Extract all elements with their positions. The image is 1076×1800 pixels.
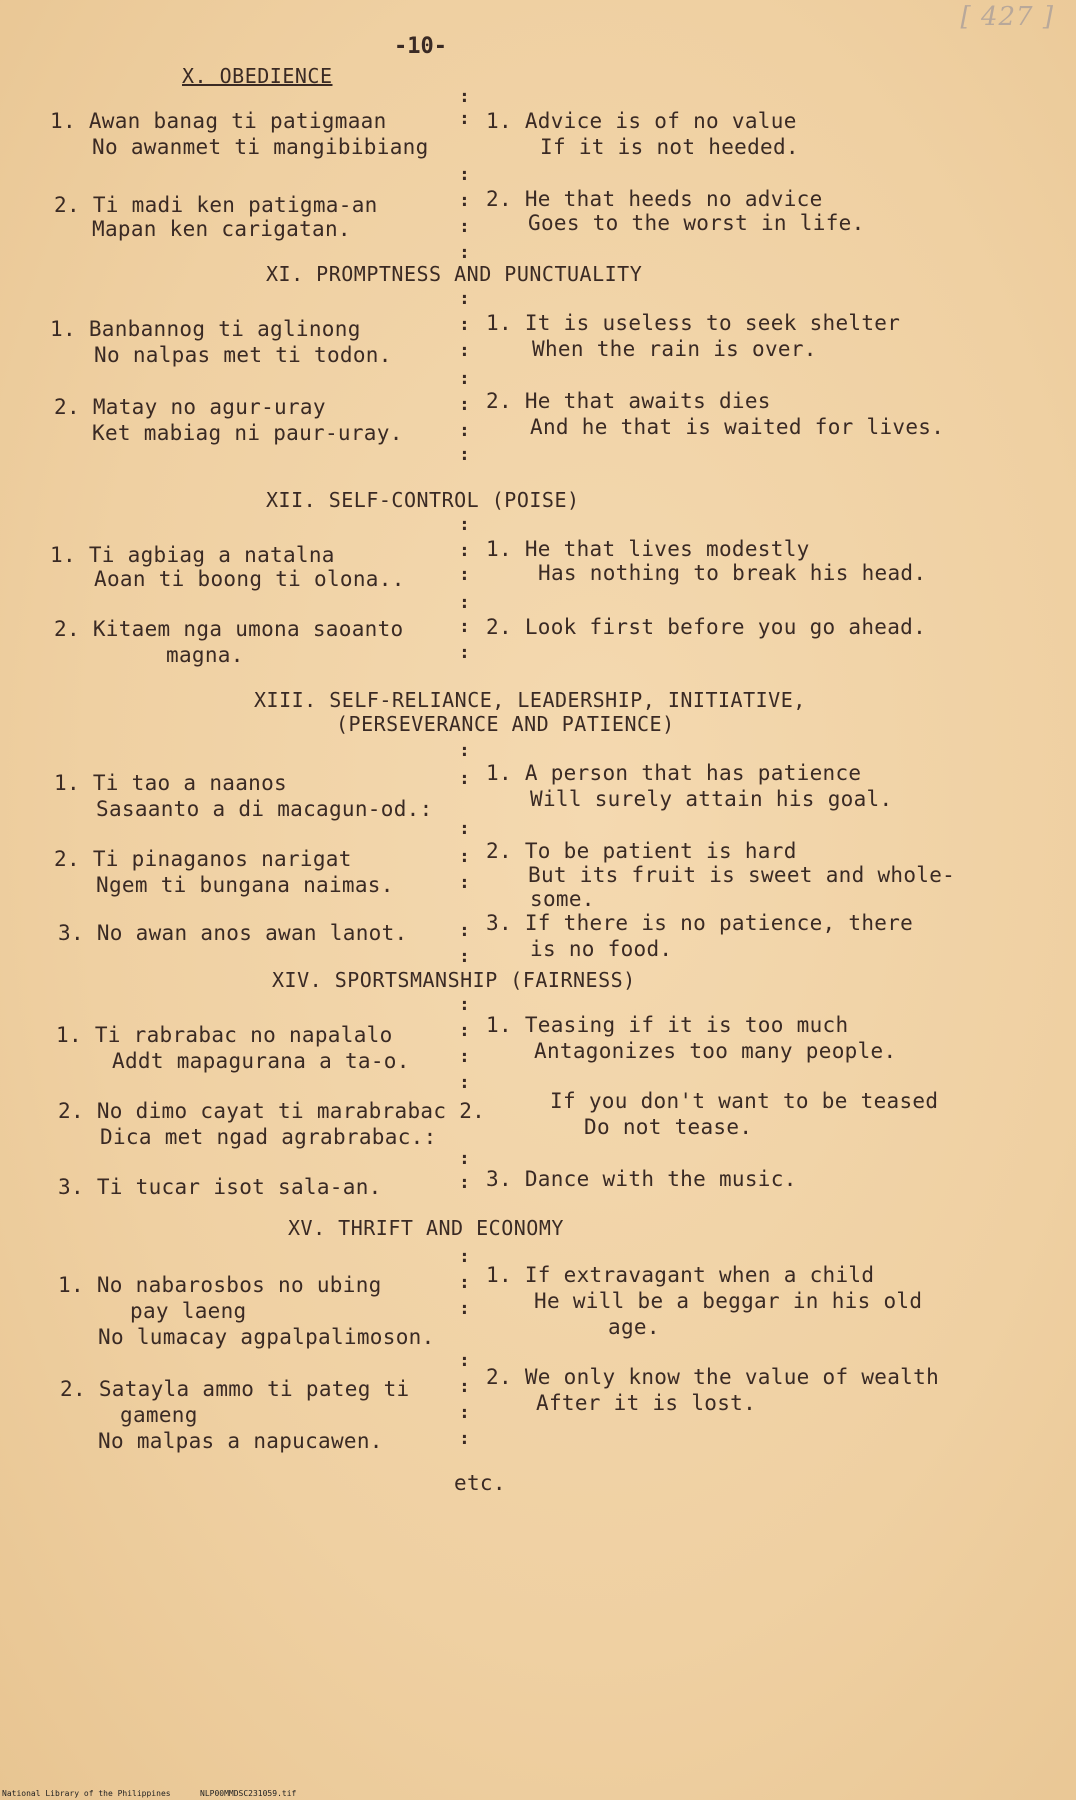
proverb-english-line: And he that is waited for lives.	[530, 415, 945, 439]
proverb-english-line: 1. He that lives modestly	[486, 537, 810, 561]
proverb-native-line: 1. No nabarosbos no ubing	[58, 1273, 382, 1297]
proverb-native-line: Ngem ti bungana naimas.	[96, 873, 394, 897]
proverb-english-line: 2. He that awaits dies	[486, 389, 771, 413]
proverb-english-line: 1. A person that has patience	[486, 761, 862, 785]
proverb-native-line: 2. Ti pinaganos narigat	[54, 847, 352, 871]
proverb-english-line: When the rain is over.	[532, 337, 817, 361]
proverb-english-line: 3. Dance with the music.	[486, 1167, 797, 1191]
proverb-english-line: 1. It is useless to seek shelter	[486, 311, 901, 335]
section-heading: XV. THRIFT AND ECONOMY	[288, 1216, 564, 1240]
proverb-native-line: 2. Kitaem nga umona saoanto	[54, 617, 404, 641]
section-heading: X. OBEDIENCE	[182, 64, 333, 88]
proverb-native-line: 3. No awan anos awan lanot.	[58, 921, 408, 945]
proverb-english-line: 3. If there is no patience, there	[486, 911, 914, 935]
proverb-native-line: Mapan ken carigatan.	[92, 217, 351, 241]
proverb-english-line: Will surely attain his goal.	[530, 787, 893, 811]
proverb-native-line: 3. Ti tucar isot sala-an.	[58, 1175, 382, 1199]
proverb-english-line: He will be a beggar in his old	[534, 1289, 923, 1313]
proverb-english-line: 2. Look first before you go ahead.	[486, 615, 927, 639]
section-heading: XIII. SELF-RELIANCE, LEADERSHIP, INITIATIVE,	[254, 688, 806, 712]
proverb-native-line: 2. Ti madi ken patigma-an	[54, 193, 378, 217]
proverb-native-line: 2. Matay no agur-uray	[54, 395, 326, 419]
footer-library-name: National Library of the Philippines	[2, 1789, 171, 1798]
archive-reference-mark: [ 427 ]	[960, 2, 1054, 32]
proverb-english-line: After it is lost.	[536, 1391, 757, 1415]
proverb-native-line: 1. Banbannog ti aglinong	[50, 317, 361, 341]
proverb-native-line: 1. Ti tao a naanos	[54, 771, 287, 795]
proverb-native-line: No awanmet ti mangibibiang	[92, 135, 429, 159]
proverb-english-line: age.	[608, 1315, 660, 1339]
section-heading: XIV. SPORTSMANSHIP (FAIRNESS)	[272, 968, 636, 992]
proverb-english-line: If it is not heeded.	[540, 135, 799, 159]
proverb-native-line: Dica met ngad agrabrabac.:	[100, 1125, 437, 1149]
proverb-native-line: Sasaanto a di macagun-od.:	[96, 797, 433, 821]
proverb-native-line: gameng	[120, 1403, 198, 1427]
proverb-native-line: magna.	[166, 643, 244, 667]
proverb-native-line: Addt mapagurana a ta-o.	[112, 1049, 410, 1073]
proverb-native-line: 1. Ti agbiag a natalna	[50, 543, 335, 567]
proverb-english-line: is no food.	[530, 937, 673, 961]
proverb-english-line: some.	[530, 887, 595, 911]
proverb-english-line: 1. If extravagant when a child	[486, 1263, 875, 1287]
proverb-native-line: pay laeng	[130, 1299, 247, 1323]
proverb-english-line: Goes to the worst in life.	[528, 211, 865, 235]
proverb-english-line: Antagonizes too many people.	[534, 1039, 897, 1063]
proverb-english-line: 2. We only know the value of wealth	[486, 1365, 940, 1389]
proverb-native-line: 1. Awan banag ti patigmaan	[50, 109, 387, 133]
proverb-english-line: 2. To be patient is hard	[486, 839, 797, 863]
page-number: -10-	[394, 34, 447, 59]
proverb-native-line: Ket mabiag ni paur-uray.	[92, 421, 403, 445]
proverb-native-line: No nalpas met ti todon.	[94, 343, 392, 367]
proverb-native-line: 1. Ti rabrabac no napalalo	[56, 1023, 393, 1047]
proverb-english-line: Has nothing to break his head.	[538, 561, 927, 585]
proverb-english-line: 1. Teasing if it is too much	[486, 1013, 849, 1037]
proverb-native-line: No malpas a napucawen.	[98, 1429, 383, 1453]
proverb-english-line: 1. Advice is of no value	[486, 109, 797, 133]
proverb-native-line: Aoan ti boong ti olona..	[94, 567, 405, 591]
proverb-native-line: 2. Satayla ammo ti pateg ti	[60, 1377, 410, 1401]
document-page: [ 427 ] -10- X. OBEDIENCE 1. Awan banag ti patigmaan No awanmet ti mangibibiang 1. Advice is of no value If it is not heeded. 2. Ti madi ken patigma-an Mapan ken carigatan. 2. He that heeds no advice Goes to the worst in life. XI. PROMPTNESS AND PUNCTUALITY 1. Banbannog ti aglinong No nalpas met ti todon. 1. It is useless to seek shelter When the rain is over. 2. Matay no agur-uray Ket mabiag ni paur-uray. 2. He that awaits dies And he that is waited for lives. XII. SELF-CONTROL (POISE) 1. Ti agbiag a natalna Aoan ti boong ti olona.. 1. He that lives modestly Has nothing to break his head. 2. Kitaem nga umona saoanto magna. 2. Look first before you go ahead. XIII. SELF-RELIANCE, LEADERSHIP, INITIATIVE, (PERSEVERANCE AND PATIENCE) 1. Ti tao a naanos Sasaanto a di macagun-od.: 1. A person that has patience Will surely attain his goal. 2. Ti pinaganos narigat Ngem ti bungana naimas. 2. To be patient is hard But its fruit is sweet and whole- some. 3. No awan anos awan lanot. 3. If there is no patience, there is no food. XIV. SPORTSMANSHIP (FAIRNESS) 1. Ti rabrabac no napalalo Addt mapagurana a ta-o. 1. Teasing if it is too much Antagonizes too many people. 2. No dimo cayat ti marabrabac 2. Dica met ngad agrabrabac.: If you don't want to be teased Do not tease. 3. Ti tucar isot sala-an. 3. Dance with the music. XV. THRIFT AND ECONOMY 1. No nabarosbos no ubing pay laeng No lumacay agpalpalimoson. 1. If extravagant when a child He will be a beggar in his old age. 2. Satayla ammo ti pateg ti gameng No malpas a napucawen. 2. We only know the value of wealth After it is lost. etc. : : : : : : : : : : : : : : : : : : : : : : : : : : : : : : : : : : : : : : : National Library of the Philippines NLP00MMDSC231059.tif	[0, 0, 1076, 1800]
proverb-english-line: But its fruit is sweet and whole-	[528, 863, 956, 887]
proverb-english-line: If you don't want to be teased	[550, 1089, 939, 1113]
proverb-english-line: 2. He that heeds no advice	[486, 187, 823, 211]
proverb-native-line: 2. No dimo cayat ti marabrabac 2.	[58, 1099, 486, 1123]
section-heading: XII. SELF-CONTROL (POISE)	[266, 488, 580, 512]
proverb-native-line: No lumacay agpalpalimoson.	[98, 1325, 435, 1349]
section-subheading: (PERSEVERANCE AND PATIENCE)	[336, 712, 675, 736]
footer-file-name: NLP00MMDSC231059.tif	[200, 1789, 297, 1798]
proverb-english-line: Do not tease.	[584, 1115, 753, 1139]
closing-etc: etc.	[454, 1471, 506, 1495]
section-heading: XI. PROMPTNESS AND PUNCTUALITY	[266, 262, 643, 286]
